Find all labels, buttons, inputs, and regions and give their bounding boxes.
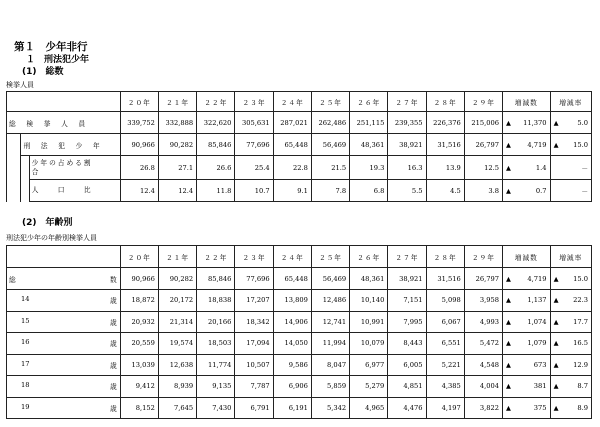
age-section-title: (2) 年齢別	[22, 218, 73, 228]
table1-value-cell: 77,696	[235, 134, 273, 156]
table2-value-cell: 9,135	[197, 376, 235, 398]
table2-value-cell: 19,574	[158, 333, 196, 355]
table2-value-cell: 5,098	[426, 290, 464, 312]
change-value: 375	[533, 403, 547, 412]
table2-corner-cell	[7, 246, 121, 268]
table1-value-cell: 332,888	[158, 112, 196, 134]
table1-row	[7, 134, 592, 156]
age-label: 14	[21, 295, 30, 304]
table2-value-cell: 9,586	[273, 354, 311, 376]
table2-value-cell: 10,079	[350, 333, 388, 355]
table2-value-cell: 5,472	[464, 333, 502, 355]
table2-value-cell: 31,516	[426, 268, 464, 290]
table1-row	[7, 180, 592, 202]
decrease-triangle-icon: ▲	[506, 140, 511, 149]
table2-row-label	[7, 354, 121, 376]
table1-rate-cell	[550, 156, 591, 180]
table1-row-label: 総 検 挙 人 員	[7, 112, 121, 134]
decrease-triangle-icon: ▲	[553, 360, 559, 369]
change-value: 11,370	[523, 118, 547, 127]
table2-value-cell: 6,977	[350, 354, 388, 376]
rate-value: 12.9	[573, 360, 588, 369]
table1-rate-cell	[550, 112, 591, 134]
decrease-triangle-icon: ▲	[553, 317, 559, 326]
table2-value-cell: 3,958	[464, 290, 502, 312]
table1-value-cell: 7.8	[311, 180, 349, 202]
table1-column-header: ２６年	[350, 92, 388, 112]
table2-value-cell: 4,965	[350, 397, 388, 419]
table2-value-cell: 4,385	[426, 376, 464, 398]
table2-rate-cell	[550, 376, 591, 398]
age-suffix: 歳	[110, 361, 117, 370]
table2-value-cell: 8,152	[120, 397, 158, 419]
table1-row	[7, 112, 592, 134]
table2-value-cell: 8,047	[311, 354, 349, 376]
table2-row	[7, 354, 592, 376]
table2-value-cell: 12,486	[311, 290, 349, 312]
table2-row	[7, 333, 592, 355]
arrest-total-table	[6, 91, 592, 202]
table1-rate-cell	[550, 180, 591, 202]
table1-column-header: ２３年	[235, 92, 273, 112]
age-breakdown-table	[6, 245, 592, 419]
table1-indent-cell	[21, 180, 29, 202]
table2-value-cell: 14,050	[273, 333, 311, 355]
table2-value-cell: 7,430	[197, 397, 235, 419]
table1-value-cell: 26,797	[464, 134, 502, 156]
table2-row-label	[7, 290, 121, 312]
table1-value-cell: 12.5	[464, 156, 502, 180]
table1-value-cell: 85,846	[197, 134, 235, 156]
table2-column-header: ２０年	[120, 246, 158, 268]
table2-value-cell: 10,991	[350, 311, 388, 333]
decrease-triangle-icon: ▲	[553, 403, 559, 412]
table2-value-cell: 11,994	[311, 333, 349, 355]
table1-value-cell: 16.3	[388, 156, 426, 180]
table1-value-cell: 226,376	[426, 112, 464, 134]
decrease-triangle-icon: ▲	[506, 382, 511, 391]
table2-value-cell: 18,838	[197, 290, 235, 312]
table1-column-header: ２７年	[388, 92, 426, 112]
table1-indent-cell	[7, 134, 21, 156]
table2-value-cell: 6,791	[235, 397, 273, 419]
table1-value-cell: 287,021	[273, 112, 311, 134]
table2-value-cell: 8,443	[388, 333, 426, 355]
table2-row	[7, 376, 592, 398]
table2-value-cell: 12,741	[311, 311, 349, 333]
table1-change-cell	[503, 134, 551, 156]
table2-value-cell: 7,645	[158, 397, 196, 419]
table2-value-cell: 10,140	[350, 290, 388, 312]
table2-value-cell: 18,872	[120, 290, 158, 312]
table2-value-cell: 56,469	[311, 268, 349, 290]
table2-value-cell: 4,476	[388, 397, 426, 419]
table1-corner-cell	[7, 92, 121, 112]
table1-value-cell: 26.6	[197, 156, 235, 180]
change-value: 381	[533, 382, 547, 391]
table2-header-row	[7, 246, 592, 268]
table1-value-cell: 3.8	[464, 180, 502, 202]
table2-value-cell: 90,282	[158, 268, 196, 290]
table1-column-header: ２４年	[273, 92, 311, 112]
table2-value-cell: 9,412	[120, 376, 158, 398]
change-value: 673	[533, 360, 547, 369]
table2-row	[7, 290, 592, 312]
age-suffix: 歳	[110, 297, 117, 306]
table2-value-cell: 7,995	[388, 311, 426, 333]
section-title: 第１ 少年非行	[14, 41, 88, 53]
table2-value-cell: 6,191	[273, 397, 311, 419]
table2-value-cell: 20,172	[158, 290, 196, 312]
decrease-triangle-icon: ▲	[553, 140, 559, 149]
table2-rate-cell	[550, 311, 591, 333]
table1-value-cell: 4.5	[426, 180, 464, 202]
table1-value-cell: 239,355	[388, 112, 426, 134]
table2-change-cell	[503, 311, 551, 333]
table2-row-label	[7, 376, 121, 398]
table1-value-cell: 65,448	[273, 134, 311, 156]
table1-value-cell: 5.5	[388, 180, 426, 202]
table2-change-cell	[503, 290, 551, 312]
rate-value: 15.0	[573, 274, 588, 283]
table2-value-cell: 5,221	[426, 354, 464, 376]
table1-value-cell: 90,282	[158, 134, 196, 156]
decrease-triangle-icon: ▲	[553, 118, 559, 127]
table2-value-cell: 4,197	[426, 397, 464, 419]
rate-value: －	[581, 187, 588, 196]
table1-change-cell	[503, 156, 551, 180]
decrease-triangle-icon: ▲	[506, 186, 511, 195]
table2-value-cell: 77,696	[235, 268, 273, 290]
age-label: 総	[9, 275, 16, 284]
table2-column-header: ２１年	[158, 246, 196, 268]
table1-value-cell: 12.4	[120, 180, 158, 202]
table1-value-cell: 339,752	[120, 112, 158, 134]
table1-change-cell	[503, 180, 551, 202]
table2-column-header: 増減率	[550, 246, 591, 268]
table1-value-cell: 22.8	[273, 156, 311, 180]
subsection-total-title: (1) 総数	[22, 67, 64, 77]
table2-value-cell: 18,503	[197, 333, 235, 355]
table1-value-cell: 11.8	[197, 180, 235, 202]
table1-indent-cell	[7, 156, 21, 180]
table2-column-header: ２４年	[273, 246, 311, 268]
table2-value-cell: 5,279	[350, 376, 388, 398]
table2-rate-cell	[550, 354, 591, 376]
table1-column-header: ２０年	[120, 92, 158, 112]
table1-rate-cell	[550, 134, 591, 156]
decrease-triangle-icon: ▲	[506, 274, 511, 283]
table1-indent-cell	[7, 180, 21, 202]
table2-value-cell: 6,067	[426, 311, 464, 333]
rate-value: 15.0	[573, 140, 588, 149]
decrease-triangle-icon: ▲	[506, 339, 511, 348]
table2-value-cell: 21,314	[158, 311, 196, 333]
table1-value-cell: 12.4	[158, 180, 196, 202]
table2-value-cell: 11,774	[197, 354, 235, 376]
table2-value-cell: 48,361	[350, 268, 388, 290]
table2-row-label	[7, 333, 121, 355]
table1-value-cell: 38,921	[388, 134, 426, 156]
change-value: 1.4	[535, 163, 547, 172]
decrease-triangle-icon: ▲	[553, 339, 559, 348]
table2-value-cell: 65,448	[273, 268, 311, 290]
table2-row	[7, 397, 592, 419]
change-value: 1,079	[527, 339, 547, 348]
table2-value-cell: 18,342	[235, 311, 273, 333]
table1-value-cell: 13.9	[426, 156, 464, 180]
age-suffix: 歳	[110, 318, 117, 327]
decrease-triangle-icon: ▲	[553, 296, 559, 305]
age-label: 15	[21, 316, 30, 325]
table2-row	[7, 311, 592, 333]
table2-value-cell: 17,094	[235, 333, 273, 355]
table1-value-cell: 90,966	[120, 134, 158, 156]
table2-row-label	[7, 311, 121, 333]
table2-value-cell: 14,906	[273, 311, 311, 333]
decrease-triangle-icon: ▲	[506, 403, 511, 412]
rate-value: 17.7	[573, 317, 588, 326]
change-value: 4,719	[527, 140, 547, 149]
table1-value-cell: 26.8	[120, 156, 158, 180]
table1-column-header: ２１年	[158, 92, 196, 112]
table1-row	[7, 156, 592, 180]
table2-value-cell: 5,342	[311, 397, 349, 419]
table1-value-cell: 251,115	[350, 112, 388, 134]
table2-value-cell: 26,797	[464, 268, 502, 290]
table2-value-cell: 5,859	[311, 376, 349, 398]
table2-value-cell: 8,939	[158, 376, 196, 398]
table2-value-cell: 4,004	[464, 376, 502, 398]
table2-value-cell: 38,921	[388, 268, 426, 290]
age-suffix: 歳	[110, 383, 117, 392]
rate-value: 8.9	[577, 403, 588, 412]
decrease-triangle-icon: ▲	[553, 382, 559, 391]
table1-column-header: ２５年	[311, 92, 349, 112]
table1-value-cell: 305,631	[235, 112, 273, 134]
table1-value-cell: 215,006	[464, 112, 502, 134]
table1-value-cell: 31,516	[426, 134, 464, 156]
table2-column-header: ２８年	[426, 246, 464, 268]
decrease-triangle-icon: ▲	[506, 317, 511, 326]
table1-caption: 検挙人員	[6, 81, 34, 89]
subsection-title: １ 刑法犯少年	[26, 55, 90, 65]
decrease-triangle-icon: ▲	[553, 274, 559, 283]
age-label: 18	[21, 381, 30, 390]
change-value: 4,719	[527, 274, 547, 283]
rate-value: 8.7	[577, 382, 588, 391]
table2-value-cell: 3,822	[464, 397, 502, 419]
rate-value: 5.0	[577, 118, 588, 127]
age-suffix: 歳	[110, 404, 117, 413]
table2-column-header: ２２年	[197, 246, 235, 268]
table1-row-label: 刑 法 犯 少 年	[21, 134, 120, 156]
rate-value: 16.5	[573, 339, 588, 348]
table1-column-header: 増減率	[550, 92, 591, 112]
age-label: 16	[21, 338, 30, 347]
table2-column-header: ２５年	[311, 246, 349, 268]
table2-change-cell	[503, 268, 551, 290]
table2-value-cell: 17,207	[235, 290, 273, 312]
decrease-triangle-icon: ▲	[506, 296, 511, 305]
rate-value: －	[581, 164, 588, 173]
table1-change-cell	[503, 112, 551, 134]
table1-column-header: 増減数	[503, 92, 551, 112]
table1-column-header: ２９年	[464, 92, 502, 112]
table2-value-cell: 4,548	[464, 354, 502, 376]
table2-column-header: ２７年	[388, 246, 426, 268]
table2-value-cell: 4,851	[388, 376, 426, 398]
table2-value-cell: 7,787	[235, 376, 273, 398]
table2-row	[7, 268, 592, 290]
table1-column-header: ２８年	[426, 92, 464, 112]
table2-value-cell: 6,906	[273, 376, 311, 398]
table2-column-header: ２９年	[464, 246, 502, 268]
table1-row-label: 人 口 比	[29, 180, 120, 202]
table1-value-cell: 322,620	[197, 112, 235, 134]
table1-column-header: ２２年	[197, 92, 235, 112]
table1-value-cell: 262,486	[311, 112, 349, 134]
table2-rate-cell	[550, 333, 591, 355]
table2-value-cell: 6,005	[388, 354, 426, 376]
table1-value-cell: 48,361	[350, 134, 388, 156]
change-value: 0.7	[535, 186, 547, 195]
table2-value-cell: 85,846	[197, 268, 235, 290]
table2-change-cell	[503, 397, 551, 419]
table2-rate-cell	[550, 290, 591, 312]
table1-value-cell: 19.3	[350, 156, 388, 180]
table1-value-cell: 9.1	[273, 180, 311, 202]
table2-caption: 刑法犯少年の年齢別検挙人員	[6, 234, 97, 242]
rate-value: 22.3	[573, 296, 588, 305]
age-suffix: 数	[110, 275, 117, 284]
table2-value-cell: 20,166	[197, 311, 235, 333]
table2-value-cell: 4,993	[464, 311, 502, 333]
table2-value-cell: 6,551	[426, 333, 464, 355]
table1-value-cell: 10.7	[235, 180, 273, 202]
table2-value-cell: 20,559	[120, 333, 158, 355]
table2-column-header: ２６年	[350, 246, 388, 268]
table2-value-cell: 20,932	[120, 311, 158, 333]
table2-value-cell: 13,039	[120, 354, 158, 376]
table2-value-cell: 7,151	[388, 290, 426, 312]
decrease-triangle-icon: ▲	[506, 360, 511, 369]
table1-value-cell: 27.1	[158, 156, 196, 180]
table1-value-cell: 6.8	[350, 180, 388, 202]
table2-value-cell: 10,507	[235, 354, 273, 376]
age-label: 19	[21, 402, 30, 411]
table2-row-label	[7, 268, 121, 290]
table2-change-cell	[503, 354, 551, 376]
age-suffix: 歳	[110, 340, 117, 349]
table2-change-cell	[503, 376, 551, 398]
table2-value-cell: 13,809	[273, 290, 311, 312]
table1-value-cell: 56,469	[311, 134, 349, 156]
table2-column-header: ２３年	[235, 246, 273, 268]
table1-value-cell: 21.5	[311, 156, 349, 180]
table1-indent-cell	[21, 156, 29, 180]
age-label: 17	[21, 359, 30, 368]
table2-rate-cell	[550, 397, 591, 419]
decrease-triangle-icon: ▲	[506, 118, 511, 127]
table1-row-label: 少年の占める割 合	[29, 156, 120, 180]
decrease-triangle-icon: ▲	[506, 163, 511, 172]
change-value: 1,137	[527, 296, 547, 305]
table1-header-row	[7, 92, 592, 112]
table2-row-label	[7, 397, 121, 419]
change-value: 1,074	[527, 317, 547, 326]
table2-change-cell	[503, 333, 551, 355]
table2-value-cell: 90,966	[120, 268, 158, 290]
table2-rate-cell	[550, 268, 591, 290]
table2-column-header: 増減数	[503, 246, 551, 268]
table2-value-cell: 12,638	[158, 354, 196, 376]
table1-value-cell: 25.4	[235, 156, 273, 180]
